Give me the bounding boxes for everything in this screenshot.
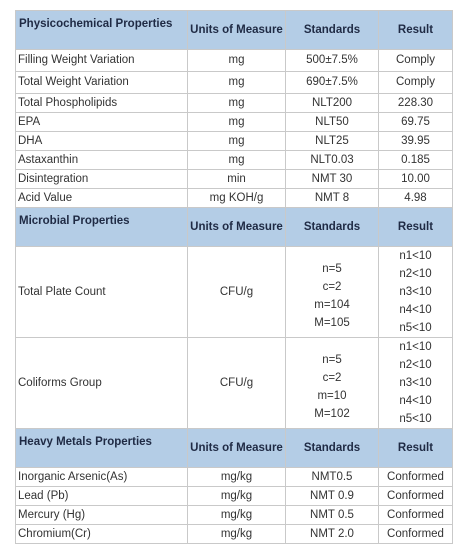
result-line: n2<10 <box>399 268 432 280</box>
property-standards <box>286 338 379 429</box>
property-result: Conformed <box>379 487 453 506</box>
property-standard: 500±7.5% <box>286 50 379 72</box>
section-header-heavy-metals <box>16 429 453 468</box>
table-row <box>16 170 453 189</box>
property-name: DHA <box>16 132 188 151</box>
section-header-microbial <box>16 208 453 247</box>
property-result: Comply <box>379 72 453 94</box>
section-header-physicochemical <box>16 11 453 50</box>
property-unit: mg <box>188 132 286 151</box>
property-name: EPA <box>16 113 188 132</box>
table-row <box>16 468 453 487</box>
property-result: 0.185 <box>379 151 453 170</box>
property-unit: mg KOH/g <box>188 189 286 208</box>
property-standard: NLT25 <box>286 132 379 151</box>
property-standard: NLT0.03 <box>286 151 379 170</box>
property-unit: mg/kg <box>188 487 286 506</box>
result-line: n1<10 <box>399 250 432 262</box>
property-name: Lead (Pb) <box>16 487 188 506</box>
property-result: 69.75 <box>379 113 453 132</box>
result-line: n5<10 <box>399 322 432 334</box>
property-result: 4.98 <box>379 189 453 208</box>
table-row <box>16 132 453 151</box>
section-title: Microbial Properties <box>16 208 188 247</box>
result-line: n1<10 <box>399 341 432 353</box>
property-name: Inorganic Arsenic(As) <box>16 468 188 487</box>
standards-header: Standards <box>286 208 379 247</box>
result-header: Result <box>379 11 453 50</box>
result-line: n5<10 <box>399 413 432 425</box>
property-result: 39.95 <box>379 132 453 151</box>
property-name: Disintegration <box>16 170 188 189</box>
property-unit: mg/kg <box>188 468 286 487</box>
result-header: Result <box>379 208 453 247</box>
property-unit: mg/kg <box>188 506 286 525</box>
standard-line: m=104 <box>314 299 350 311</box>
standards-header: Standards <box>286 11 379 50</box>
property-results <box>379 338 453 429</box>
result-line: n4<10 <box>399 304 432 316</box>
table-row <box>16 151 453 170</box>
property-standard: NMT 30 <box>286 170 379 189</box>
property-unit: min <box>188 170 286 189</box>
property-unit: CFU/g <box>188 247 286 338</box>
property-result: 228.30 <box>379 94 453 113</box>
property-name: Astaxanthin <box>16 151 188 170</box>
property-name: Filling Weight Variation <box>16 50 188 72</box>
property-name: Total Weight Variation <box>16 72 188 94</box>
property-standard: NLT50 <box>286 113 379 132</box>
property-name: Mercury (Hg) <box>16 506 188 525</box>
units-header: Units of Measure <box>188 429 286 468</box>
property-standard: NMT0.5 <box>286 468 379 487</box>
property-unit: CFU/g <box>188 338 286 429</box>
table-row <box>16 525 453 544</box>
property-standard: NMT 0.5 <box>286 506 379 525</box>
table-row <box>16 487 453 506</box>
property-name: Total Plate Count <box>16 247 188 338</box>
units-header: Units of Measure <box>188 208 286 247</box>
property-standard: 690±7.5% <box>286 72 379 94</box>
table-row <box>16 50 453 72</box>
table-row <box>16 506 453 525</box>
property-result: Conformed <box>379 468 453 487</box>
property-unit: mg <box>188 113 286 132</box>
table-row <box>16 338 453 429</box>
property-standard: NMT 2.0 <box>286 525 379 544</box>
property-result: Conformed <box>379 525 453 544</box>
property-result: Conformed <box>379 506 453 525</box>
specification-table <box>15 10 453 544</box>
property-results <box>379 247 453 338</box>
table-row <box>16 189 453 208</box>
table-row <box>16 113 453 132</box>
result-line: n4<10 <box>399 395 432 407</box>
property-standard: NMT 8 <box>286 189 379 208</box>
property-name: Total Phospholipids <box>16 94 188 113</box>
property-standards <box>286 247 379 338</box>
property-standard: NLT200 <box>286 94 379 113</box>
standard-line: n=5 <box>322 354 342 366</box>
result-line: n2<10 <box>399 359 432 371</box>
property-result: Comply <box>379 50 453 72</box>
units-header: Units of Measure <box>188 11 286 50</box>
property-name: Acid Value <box>16 189 188 208</box>
result-header: Result <box>379 429 453 468</box>
table-row <box>16 72 453 94</box>
property-standard: NMT 0.9 <box>286 487 379 506</box>
standard-line: c=2 <box>322 372 342 384</box>
property-name: Chromium(Cr) <box>16 525 188 544</box>
property-unit: mg <box>188 50 286 72</box>
property-unit: mg <box>188 94 286 113</box>
property-unit: mg <box>188 151 286 170</box>
property-name: Coliforms Group <box>16 338 188 429</box>
property-unit: mg <box>188 72 286 94</box>
section-title: Heavy Metals Properties <box>16 429 188 468</box>
table-row <box>16 247 453 338</box>
result-line: n3<10 <box>399 377 432 389</box>
result-line: n3<10 <box>399 286 432 298</box>
standard-line: c=2 <box>322 281 342 293</box>
table-row <box>16 94 453 113</box>
standard-line: M=105 <box>314 317 350 329</box>
property-result: 10.00 <box>379 170 453 189</box>
standard-line: M=102 <box>314 408 350 420</box>
standards-header: Standards <box>286 429 379 468</box>
standard-line: n=5 <box>322 263 342 275</box>
section-title: Physicochemical Properties <box>16 11 188 50</box>
property-unit: mg/kg <box>188 525 286 544</box>
standard-line: m=10 <box>317 390 347 402</box>
